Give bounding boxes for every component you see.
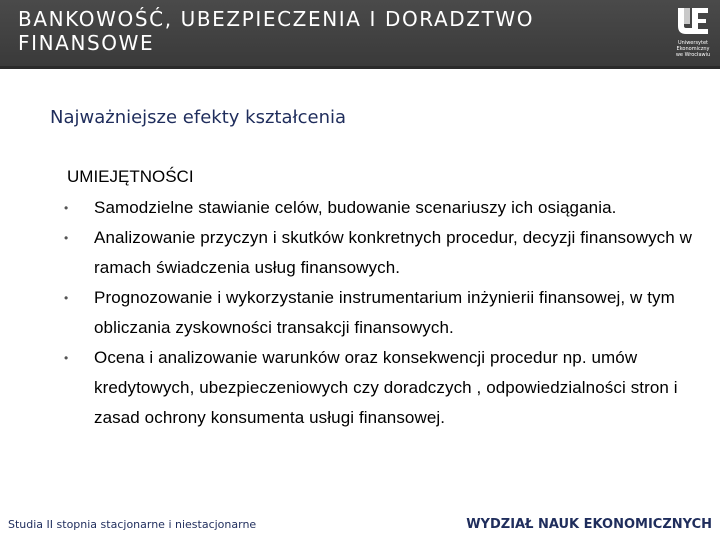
list-item-text: Ocena i analizowanie warunków oraz konsekwencji procedur np. umów kredytowych, ubezpieczeniowych czy doradczych , odpowiedzialności stron i zasad ochrony konsumenta usługi finansowej. bbox=[94, 348, 678, 427]
university-logo bbox=[670, 6, 716, 62]
list-item bbox=[60, 223, 710, 283]
bullet-icon: • bbox=[64, 201, 69, 215]
header-title bbox=[18, 7, 534, 55]
list-item bbox=[60, 193, 710, 223]
footer-study-mode: Studia II stopnia stacjonarne i niestacjonarne bbox=[8, 518, 257, 531]
bullet-icon: • bbox=[64, 351, 69, 365]
skills-list bbox=[60, 193, 710, 433]
logo-line-1: Uniwersytet bbox=[678, 40, 708, 46]
logo-line-3: we Wrocławiu bbox=[675, 52, 711, 58]
list-item bbox=[60, 283, 710, 343]
header-title-line-1: BANKOWOŚĆ, UBEZPIECZENIA I DORADZTWO bbox=[18, 7, 535, 31]
header-bar bbox=[0, 0, 720, 69]
list-item-text: Samodzielne stawianie celów, budowanie scenariuszy ich osiągania. bbox=[94, 198, 617, 217]
logo-line-2: Ekonomiczny bbox=[676, 46, 710, 52]
page-subtitle: Najważniejsze efekty kształcenia bbox=[50, 107, 347, 128]
bullet-icon: • bbox=[64, 291, 69, 305]
bullet-icon: • bbox=[64, 231, 69, 245]
list-item-text: Prognozowanie i wykorzystanie instrumentarium inżynierii finansowej, w tym obliczania zyskowności transakcji finansowych. bbox=[94, 288, 675, 337]
section-heading: UMIEJĘTNOŚCI bbox=[67, 167, 194, 186]
header-title-line-2: FINANSOWE bbox=[18, 31, 155, 55]
list-item bbox=[60, 343, 710, 433]
list-item-text: Analizowanie przyczyn i skutków konkretnych procedur, decyzji finansowych w ramach świadczenia usług finansowych. bbox=[94, 228, 693, 277]
ue-logo-icon bbox=[670, 6, 716, 38]
footer-faculty: WYDZIAŁ NAUK EKONOMICZNYCH bbox=[466, 517, 712, 532]
